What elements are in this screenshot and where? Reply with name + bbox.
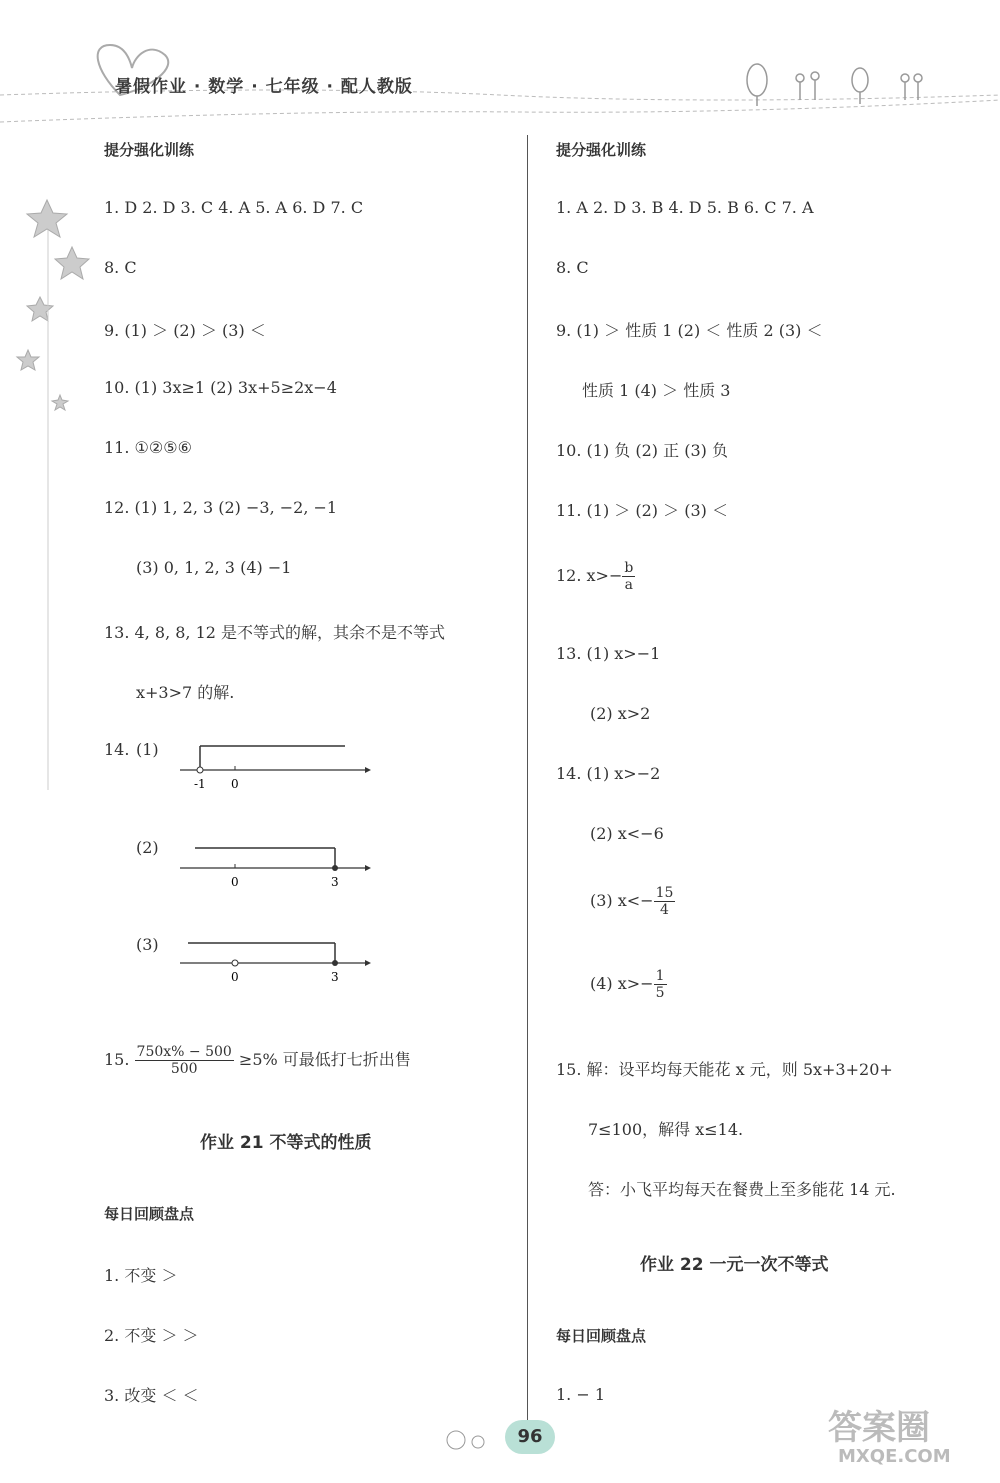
tick-label: 3 xyxy=(331,875,339,889)
question-number: 15. xyxy=(104,1050,130,1069)
watermark-url: MXQE.COM xyxy=(838,1446,951,1467)
part-label: (3) xyxy=(136,935,159,954)
fraction: $\frac{750x\% - 500}{500}$ xyxy=(136,1044,232,1077)
answer-line: 11. (1) ＞ (2) ＞ (3) ＜ xyxy=(556,501,728,520)
section-heading: 每日回顾盘点 xyxy=(556,1327,647,1345)
part-label: (2) xyxy=(136,838,159,857)
answer-line: (4) x>− $\frac{1}{5}$ xyxy=(590,968,665,1001)
answer-line: 12. x>− $\frac{b}{a}$ xyxy=(556,560,634,593)
answer-line: 9. (1) ＞ 性质 1 (2) ＜ 性质 2 (3) ＜ xyxy=(556,321,823,340)
answer-line: 2. 不变 ＞ ＞ xyxy=(104,1326,199,1345)
answer-line: (3) x<− $\frac{15}{4}$ xyxy=(590,885,674,918)
answer-line: 10. (1) 3x≥1 (2) 3x+5≥2x−4 xyxy=(104,378,337,397)
answer-line: 3. 改变 ＜ ＜ xyxy=(104,1386,199,1405)
tick-label: 3 xyxy=(331,970,339,984)
answer-line: 12. (1) 1, 2, 3 (2) −3, −2, −1 xyxy=(104,498,338,517)
star-icon xyxy=(27,200,67,237)
answer-line: 性质 1 (4) ＞ 性质 3 xyxy=(582,381,731,400)
answer-line: 13. (1) x>−1 xyxy=(556,644,661,663)
answer-line: 14. (1) x>−2 xyxy=(556,764,661,783)
answer-line: 1. A 2. D 3. B 4. D 5. B 6. C 7. A xyxy=(556,198,814,217)
tick-label: 0 xyxy=(231,875,239,889)
tick-label: 0 xyxy=(231,777,239,790)
answer-line: 10. (1) 负 (2) 正 (3) 负 xyxy=(556,441,728,460)
answer-line: 8. C xyxy=(556,258,589,277)
fraction: $\frac{15}{4}$ xyxy=(655,885,674,918)
star-icon xyxy=(52,395,68,410)
answer-line: 15. 解：设平均每天能花 x 元，则 5x+3+20+ xyxy=(556,1060,893,1079)
number-line-3 xyxy=(170,935,380,987)
header-title: 暑假作业 · 数学 · 七年级 · 配人教版 xyxy=(115,77,413,97)
chapter-heading: 作业 22 一元一次不等式 xyxy=(640,1255,829,1275)
stars-decoration xyxy=(0,190,110,820)
watermark-logo: 答案圈 xyxy=(828,1408,930,1448)
number-line-2 xyxy=(170,840,380,892)
column-divider xyxy=(527,135,528,1435)
section-heading: 提分强化训练 xyxy=(556,141,647,159)
answer-line: 7≤100，解得 x≤14. xyxy=(588,1120,744,1139)
chapter-heading: 作业 21 不等式的性质 xyxy=(200,1133,372,1153)
part-label: (1) xyxy=(136,740,159,759)
number-line-1 xyxy=(170,738,380,790)
star-icon xyxy=(17,350,39,370)
question-number: 14. xyxy=(104,740,130,759)
answer-line: (2) x>2 xyxy=(590,704,651,723)
answer-line: 1. D 2. D 3. C 4. A 5. A 6. D 7. C xyxy=(104,198,364,217)
answer-line: 答：小飞平均每天在餐费上至多能花 14 元. xyxy=(588,1180,896,1199)
star-icon xyxy=(55,247,89,279)
star-icon xyxy=(27,297,53,321)
fraction: $\frac{b}{a}$ xyxy=(624,560,634,593)
page-number: 96 xyxy=(505,1420,555,1454)
fraction: $\frac{1}{5}$ xyxy=(655,968,665,1001)
answer-line: 15. $\frac{750x\% - 500}{500}$ ≥5% 可最低打七折出售 xyxy=(104,1044,411,1077)
answer-line: (2) x<−6 xyxy=(590,824,664,843)
answer-line: (3) 0, 1, 2, 3 (4) −1 xyxy=(136,558,292,577)
footer-circles xyxy=(440,1425,500,1455)
answer-line: 1. 不变 ＞ xyxy=(104,1266,178,1285)
answer-line: 8. C xyxy=(104,258,137,277)
answer-line: 11. ①②⑤⑥ xyxy=(104,438,192,457)
answer-line: x+3>7 的解. xyxy=(136,683,235,702)
header-decoration xyxy=(0,0,1000,130)
section-heading: 每日回顾盘点 xyxy=(104,1205,195,1223)
tick-label: 0 xyxy=(231,970,239,984)
answer-line: 1. − 1 xyxy=(556,1385,606,1404)
tick-label: -1 xyxy=(194,777,206,790)
answer-line: 13. 4, 8, 8, 12 是不等式的解，其余不是不等式 xyxy=(104,623,446,642)
section-heading: 提分强化训练 xyxy=(104,141,195,159)
answer-line: 9. (1) ＞ (2) ＞ (3) ＜ xyxy=(104,321,266,340)
